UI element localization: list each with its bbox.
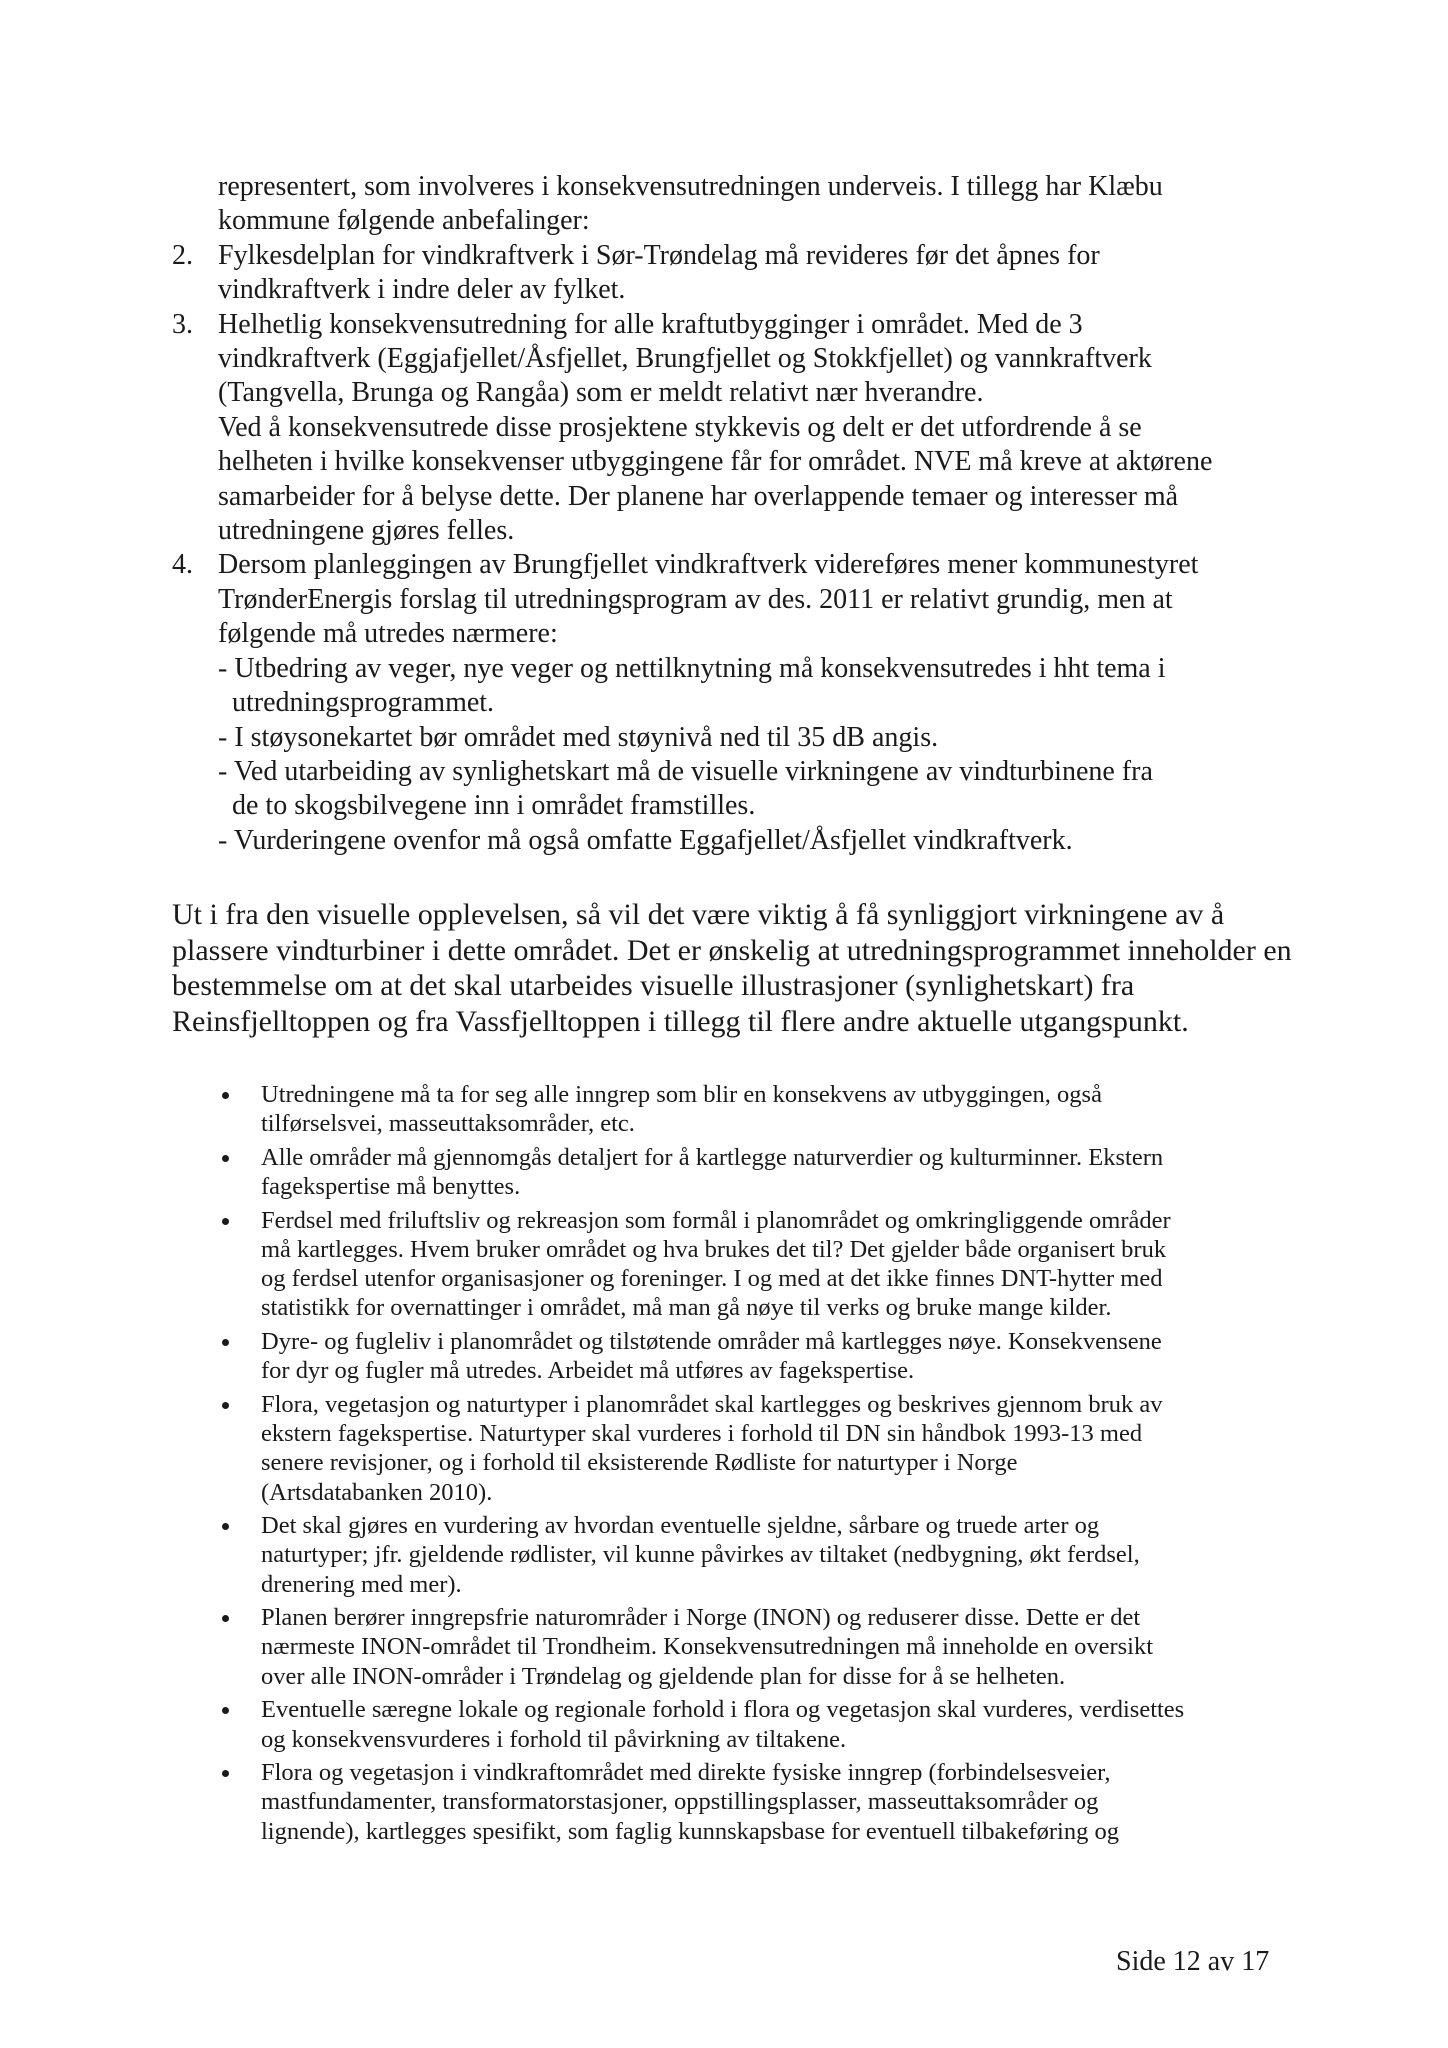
bullet-icon [222, 1218, 229, 1225]
list-item [222, 1390, 1322, 1507]
recommendation-item-3 [172, 308, 1292, 549]
bullet-line: over alle INON-områder i Trøndelag og gjeldende plan for disse for å se helheten. [261, 1662, 1066, 1690]
recommendation-item-4 [172, 548, 1292, 858]
bullet-line: lignende), kartlegges spesifikt, som faglig kunnskapsbase for eventuell tilbakeføring og [261, 1817, 1119, 1845]
item-number: 2. [172, 239, 193, 271]
bullet-icon [222, 1339, 229, 1346]
bullet-line: Ferdsel med friluftsliv og rekreasjon som formål i planområdet og omkringliggende områder [261, 1206, 1171, 1234]
item-line: Ved å konsekvensutrede disse prosjektene stykkevis og delt er det utfordrende å se [218, 411, 1142, 443]
bullet-icon [222, 1615, 229, 1622]
bullet-icon [222, 1707, 229, 1714]
item-line: utredningene gjøres felles. [218, 515, 515, 547]
list-item [222, 1511, 1322, 1599]
item-line: vindkraftverk i indre deler av fylket. [218, 274, 626, 306]
item-line: samarbeider for å belyse dette. Der planene har overlappende temaer og interesser må [218, 480, 1179, 512]
page-number: Side 12 av 17 [1116, 1946, 1270, 1977]
bullet-line: Alle områder må gjennomgås detaljert for å kartlegge naturverdier og kulturminner. Ekstern [261, 1143, 1164, 1171]
paragraph-line: bestemmelse om at det skal utarbeides visuelle illustrasjoner (synlighetskart) fra [172, 969, 1135, 1002]
requirements-bullet-list [222, 1080, 1322, 1850]
item-line: TrønderEnergis forslag til utredningsprogram av des. 2011 er relativt grundig, men at [218, 583, 1173, 615]
bullet-icon [222, 1523, 229, 1530]
bullet-line: fagekspertise må benyttes. [261, 1173, 521, 1201]
intro-line-2: kommune følgende anbefalinger: [218, 205, 590, 237]
list-item [222, 1206, 1322, 1323]
dash-item-line: - I støysonekartet bør området med støynivå ned til 35 dB angis. [218, 721, 939, 753]
bullet-line: drenering med mer). [261, 1570, 462, 1598]
bullet-icon [222, 1402, 229, 1409]
item-number: 3. [172, 308, 193, 340]
item-line: helheten i hvilke konsekvenser utbyggingene får for området. NVE må kreve at aktørene [218, 446, 1213, 478]
bullet-line: Planen berører inngrepsfrie naturområder i Norge (INON) og reduserer disse. Dette er det [261, 1604, 1141, 1632]
bullet-line: senere revisjoner, og i forhold til eksisterende Rødliste for naturtyper i Norge [261, 1449, 1018, 1477]
recommendations-list [172, 170, 1292, 858]
list-item [222, 1695, 1322, 1754]
bullet-line: ekstern fagekspertise. Naturtyper skal vurderes i forhold til DN sin håndbok 1993-13 med [261, 1420, 1143, 1448]
intro-line-1: representert, som involveres i konsekvensutredningen underveis. I tillegg har Klæbu [218, 171, 1163, 202]
item-line: følgende må utredes nærmere: [218, 618, 558, 650]
item-number: 4. [172, 549, 193, 581]
paragraph-line: plassere vindturbiner i dette området. Det er ønskelig at utredningsprogrammet inneholder en [172, 933, 1292, 967]
bullet-line: Flora og vegetasjon i vindkraftområdet med direkte fysiske inngrep (forbindelsesveier, [261, 1759, 1111, 1787]
dash-item-line: - Vurderingene ovenfor må også omfatte Eggafjellet/Åsfjellet vindkraftverk. [218, 824, 1073, 856]
bullet-line: naturtyper; jfr. gjeldende rødlister, vil kunne påvirkes av tiltaket (nedbygning, økt ferdsel, [261, 1541, 1140, 1569]
bullet-line: statistikk for overnattinger i området, må man gå nøye til verks og bruke mange kilder. [261, 1294, 1112, 1322]
bullet-line: nærmeste INON-området til Trondheim. Konsekvensutredningen må inneholde en oversikt [261, 1633, 1154, 1661]
bullet-line: Dyre- og fugleliv i planområdet og tilstøtende områder må kartlegges nøye. Konsekvensene [261, 1327, 1162, 1355]
dash-item-line: - Ved utarbeiding av synlighetskart må de visuelle virkningene av vindturbinene fra [218, 755, 1153, 787]
list-item [222, 1603, 1322, 1691]
list-item [222, 1327, 1322, 1386]
dash-item-line: - Utbedring av veger, nye veger og nettilknytning må konsekvensutredes i hht tema i [218, 652, 1166, 684]
bullet-line: for dyr og fugler må utredes. Arbeidet må utføres av fagekspertise. [261, 1357, 915, 1385]
list-item [222, 1080, 1322, 1139]
paragraph-line: Ut i fra den visuelle opplevelsen, så vil det være viktig å få synliggjort virkningene av å [172, 898, 1225, 931]
bullet-icon [222, 1155, 229, 1162]
paragraph-line: Reinsfjelltoppen og fra Vassfjelltoppen i tillegg til flere andre aktuelle utgangspunkt. [172, 1004, 1189, 1038]
visual-impact-paragraph [172, 897, 1292, 1039]
bullet-line: Flora, vegetasjon og naturtyper i planområdet skal kartlegges og beskrives gjennom bruk av [261, 1390, 1163, 1418]
bullet-line: må kartlegges. Hvem bruker området og hva brukes det til? Det gjelder både organisert bruk [261, 1235, 1167, 1263]
dash-item-continuation: utredningsprogrammet. [232, 687, 495, 719]
item-line: Dersom planleggingen av Brungfjellet vindkraftverk videreføres mener kommunestyret [218, 549, 1199, 581]
item-line: Fylkesdelplan for vindkraftverk i Sør-Trøndelag må revideres før det åpnes for [218, 239, 1100, 271]
item-line: vindkraftverk (Eggjafjellet/Åsfjellet, Brungfjellet og Stokkfjellet) og vannkraftverk [218, 343, 1152, 375]
bullet-line: mastfundamenter, transformatorstasjoner, oppstillingsplasser, masseuttaksområder og [261, 1788, 1099, 1816]
recommendation-item-2 [172, 239, 1292, 308]
item-line: (Tangvella, Brunga og Rangåa) som er meldt relativt nær hverandre. [218, 377, 984, 409]
item-line: Helhetlig konsekvensutredning for alle kraftutbygginger i området. Med de 3 [218, 308, 1083, 340]
bullet-line: og konsekvensvurderes i forhold til påvirkning av tiltakene. [261, 1725, 847, 1753]
list-item [222, 1758, 1322, 1846]
bullet-line: Eventuelle særegne lokale og regionale forhold i flora og vegetasjon skal vurderes, verdisettes [261, 1696, 1185, 1724]
bullet-icon [222, 1770, 229, 1777]
dash-item-continuation: de to skogsbilvegene inn i området framstilles. [232, 790, 756, 822]
bullet-line: og ferdsel utenfor organisasjoner og foreninger. I og med at det ikke finnes DNT-hytter med [261, 1265, 1163, 1293]
bullet-line: Det skal gjøres en vurdering av hvordan eventuelle sjeldne, sårbare og truede arter og [261, 1512, 1100, 1540]
bullet-icon [222, 1092, 229, 1099]
bullet-line: (Artsdatabanken 2010). [261, 1478, 493, 1506]
list-item [222, 1143, 1322, 1202]
bullet-line: Utredningene må ta for seg alle inngrep som blir en konsekvens av utbyggingen, også [261, 1081, 1102, 1108]
bullet-line: tilførselsvei, masseuttaksområder, etc. [261, 1110, 635, 1138]
